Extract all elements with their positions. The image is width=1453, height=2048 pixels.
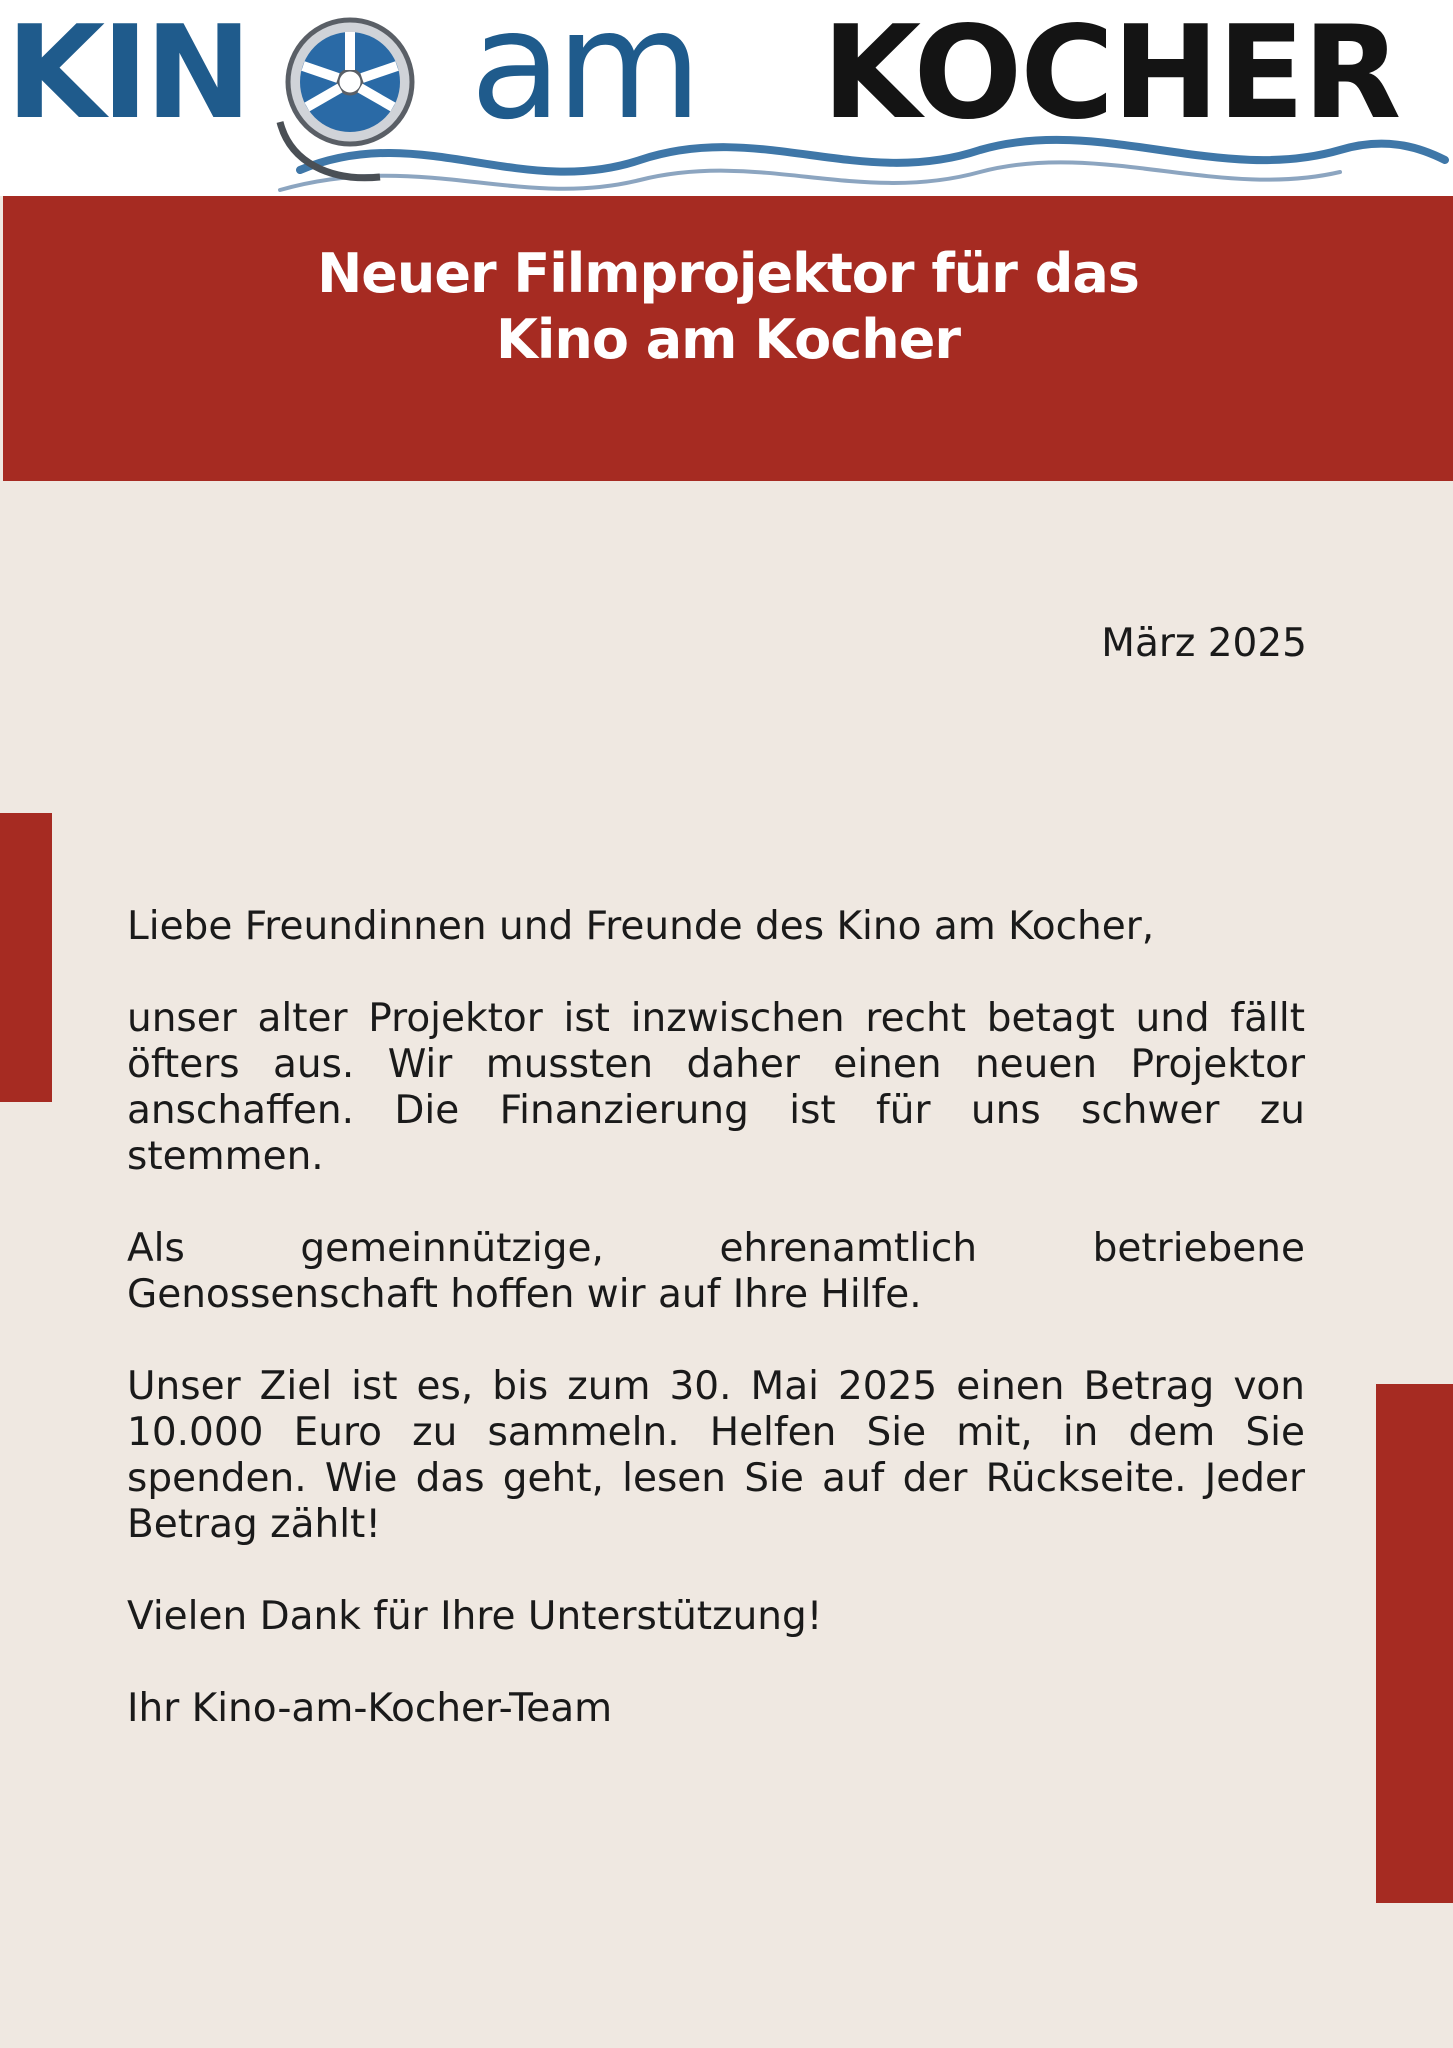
letter-date: März 2025 <box>1101 621 1307 666</box>
page-title-line-2: Kino am Kocher <box>496 307 960 371</box>
logo-word-am: am <box>470 0 697 153</box>
letter-body <box>127 904 1305 1778</box>
letter-paragraph-1: unser alter Projektor ist inzwischen recht betagt und fällt öfters aus. Wir mussten daher einen neuen Projektor anschaffen. Die Finanzierung ist für uns schwer zu stemmen. <box>127 996 1305 1179</box>
logo-word-kocher: KOCHER <box>822 0 1400 148</box>
letter-greeting: Liebe Freundinnen und Freunde des Kino am Kocher, <box>127 904 1155 949</box>
page-title <box>178 241 1278 373</box>
header-banner <box>3 196 1453 481</box>
page-title-line-1: Neuer Filmprojektor für das <box>317 241 1139 305</box>
letter-paragraph-2: Als gemeinnützige, ehrenamtlich betriebene Genossenschaft hoffen wir auf Ihre Hilfe. <box>127 1226 1305 1317</box>
left-accent-bar <box>0 813 52 1102</box>
logo-word-kin: KIN <box>6 0 248 148</box>
letter-signature: Ihr Kino-am-Kocher-Team <box>127 1686 613 1731</box>
letter-paragraph-3: Unser Ziel ist es, bis zum 30. Mai 2025 einen Betrag von 10.000 Euro zu sammeln. Helfen Sie mit, in dem Sie spenden. Wie das geht, lesen Sie auf der Rückseite. Jeder Betrag zählt! <box>127 1364 1305 1547</box>
letter-thanks: Vielen Dank für Ihre Unterstützung! <box>127 1594 823 1639</box>
kino-am-kocher-logo <box>0 0 1453 196</box>
logo-banner <box>0 0 1453 196</box>
right-accent-bar <box>1376 1384 1453 1903</box>
